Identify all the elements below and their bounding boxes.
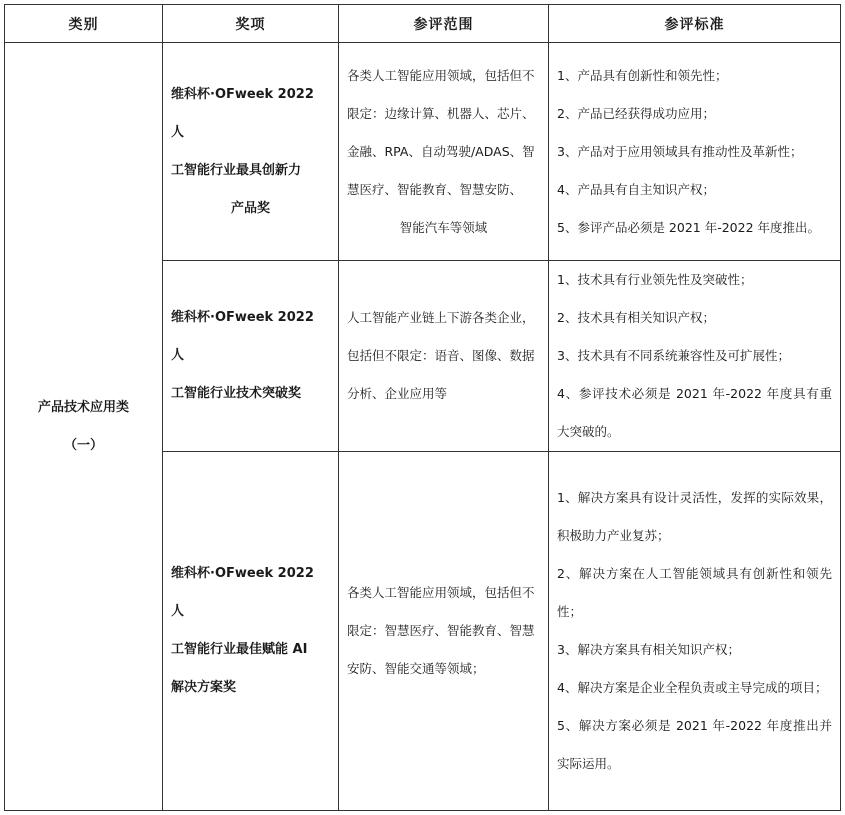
award-line: 工智能行业技术突破奖 [171,386,302,401]
table-row [5,43,841,261]
header-scope: 参评范围 [339,5,549,43]
award-name [163,43,339,261]
scope-paragraph: 各类人工智能应用领域，包括但不限定：边缘计算、机器人、芯片、金融、RPA、自动驾驶/ADAS、智慧医疗、智能教育、智慧安防、 [347,67,535,197]
category-name: 产品技术应用类 [37,399,129,415]
award-line: 维科杯·OFweek 2022 人 [171,310,314,363]
award-line: 解决方案奖 [171,680,237,695]
criteria-item: 5、参评产品必须是 2021 年-2022 年度推出。 [557,219,821,235]
criteria-item: 3、产品对于应用领域具有推动性及革新性； [557,143,803,159]
criteria-item: 2、技术具有相关知识产权； [557,310,715,325]
criteria-item: 1、技术具有行业领先性及突破性； [557,272,753,287]
criteria-item: 5、解决方案必须是 2021 年-2022 年度推出并实际运用。 [557,718,832,771]
criteria-list [549,452,841,811]
category-cell [5,43,163,811]
criteria-item: 1、产品具有创新性和领先性； [557,67,728,83]
criteria-item: 3、解决方案具有相关知识产权； [557,642,740,657]
criteria-item: 1、解决方案具有设计灵活性，发挥的实际效果，积极助力产业复苏； [557,490,832,543]
scope-last-line: 智能汽车等领域 [399,219,488,235]
scope-text [339,261,549,452]
scope-paragraph: 各类人工智能应用领域，包括但不限定：智慧医疗、智能教育、智慧安防、智能交通等领域； [347,585,535,676]
header-award: 奖项 [163,5,339,43]
criteria-item: 4、参评技术必须是 2021 年-2022 年度具有重大突破的。 [557,386,832,439]
header-criteria: 参评标准 [549,5,841,43]
scope-paragraph: 人工智能产业链上下游各类企业，包括但不限定：语音、图像、数据分析、企业应用等 [347,310,535,401]
award-line: 工智能行业最佳赋能 AI [171,642,308,657]
criteria-list [549,43,841,261]
header-category: 类别 [5,5,163,43]
category-number: （一） [63,437,103,453]
award-line: 维科杯·OFweek 2022 人 [171,86,314,140]
award-line: 维科杯·OFweek 2022 人 [171,566,314,619]
scope-text [339,43,549,261]
criteria-list [549,261,841,452]
award-criteria-table [4,4,841,811]
criteria-item: 4、解决方案是企业全程负责或主导完成的项目； [557,680,828,695]
criteria-item: 4、产品具有自主知识产权； [557,181,715,197]
scope-text [339,452,549,811]
award-line: 产品奖 [230,200,270,216]
criteria-item: 2、解决方案在人工智能领域具有创新性和领先性； [557,566,832,619]
award-name [163,452,339,811]
criteria-item: 3、技术具有不同系统兼容性及可扩展性； [557,348,790,363]
header-row [5,5,841,43]
award-name [163,261,339,452]
award-line: 工智能行业最具创新力 [171,162,302,178]
criteria-item: 2、产品已经获得成功应用； [557,105,715,121]
